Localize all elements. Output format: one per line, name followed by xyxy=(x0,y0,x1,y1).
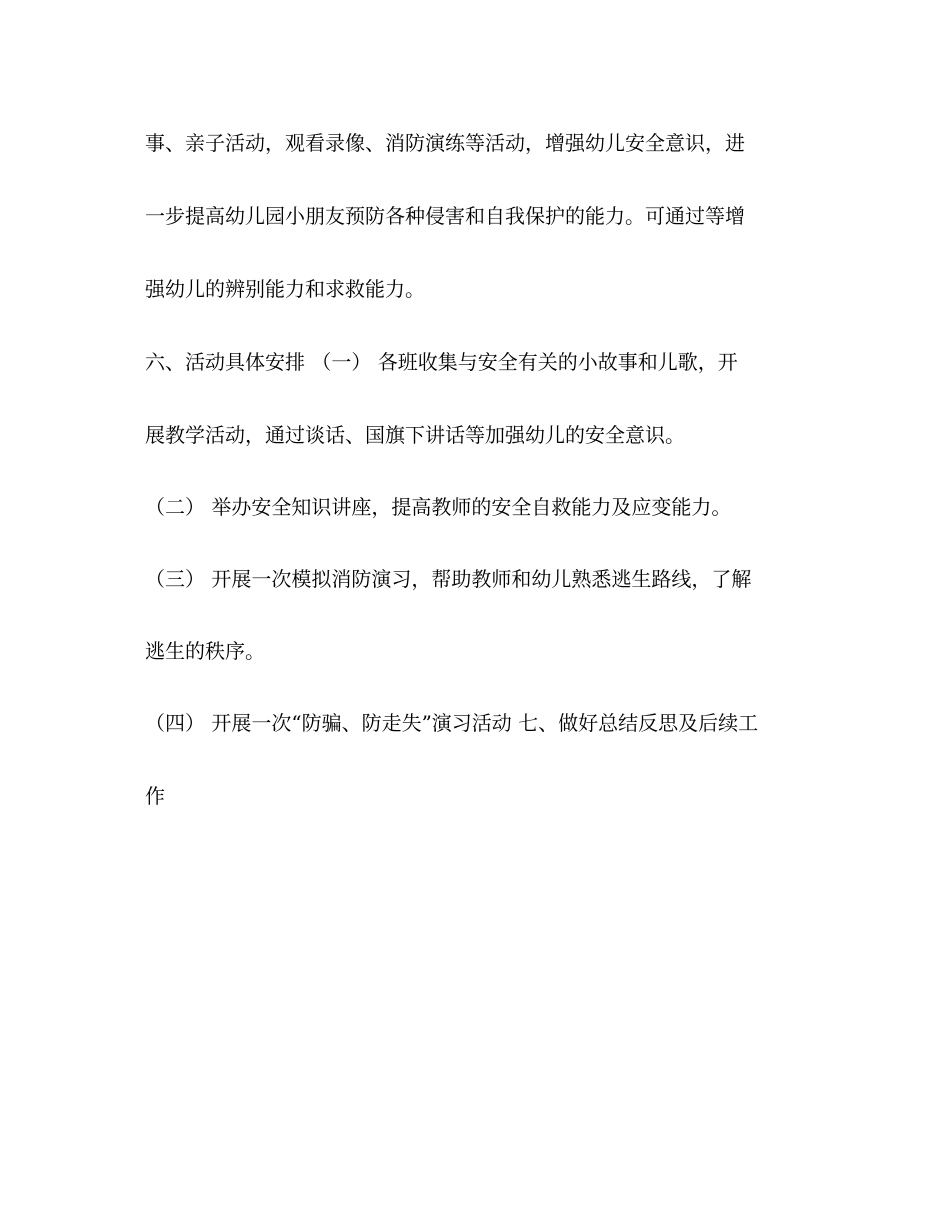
text-line-6: （二） 举办安全知识讲座，提高教师的安全自救能力及应变能力。 xyxy=(145,495,732,519)
text-line-9: （四） 开展一次“防骗、防走失”演习活动 七、做好总结反思及后续工 xyxy=(145,711,759,735)
text-line-8: 逃生的秩序。 xyxy=(145,639,265,663)
text-line-4: 六、活动具体安排 （一） 各班收集与安全有关的小故事和儿歌，开 xyxy=(145,350,738,374)
text-line-1: 事、亲子活动，观看录像、消防演练等活动，增强幼儿安全意识，进 xyxy=(145,131,745,155)
text-line-7: （三） 开展一次模拟消防演习，帮助教师和幼儿熟悉逃生路线，了解 xyxy=(145,567,752,591)
text-line-2: 一步提高幼儿园小朋友预防各种侵害和自我保护的能力。可通过等增 xyxy=(145,204,745,228)
text-line-3: 强幼儿的辨别能力和求救能力。 xyxy=(145,277,425,301)
text-line-5: 展教学活动，通过谈话、国旗下讲话等加强幼儿的安全意识。 xyxy=(145,423,685,447)
text-line-10: 作 xyxy=(145,784,165,808)
